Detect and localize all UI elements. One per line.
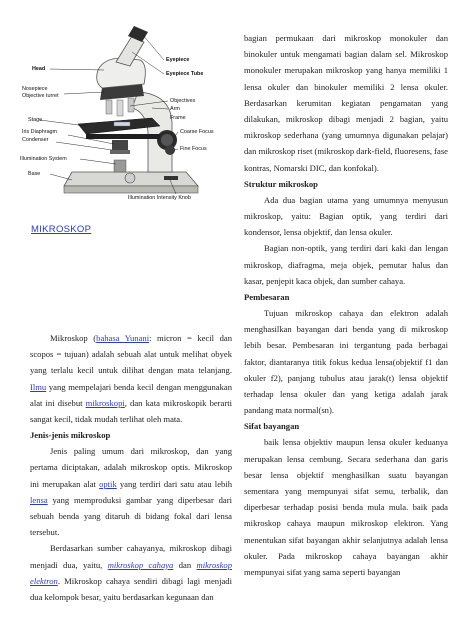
paragraph-optis — [30, 443, 232, 540]
label-head: Head — [32, 66, 46, 72]
label-objective-turret: Objective turret — [22, 93, 59, 99]
label-fine-focus: Fine Focus — [180, 146, 207, 152]
link-optik[interactable]: optik — [99, 478, 117, 489]
paragraph-sifat-bayangan: baik lensa objektiv maupun lensa okuler keduanya merupakan lensa cembung. Secara sederhana dan garis besar lensa objektif menghasilkan suatu bayangan sementara yang mempunyai sifat semu, terbalik, dan diperbesar terhadap posisi benda mula mula. baik pada mikroskop cahaya maupun mikroskop elektron. Yang menentukan sifat bayangan akhir selanjutnya adalah lensa okuler. Pada mikroskop cahaya bayangan akhir mempunyai sifat yang sama seperti bayangan — [244, 437, 448, 578]
label-objectives: Objectives — [170, 98, 196, 104]
link-bahasa-yunani[interactable]: bahasa Yunani — [96, 333, 150, 343]
text-span: Mikroskop ( — [50, 333, 97, 343]
text-span: yang memproduksi gambar yang diperbesar dari sebuah benda yang ditaruh di bidang fokal dari lensa tersebut. — [30, 494, 232, 538]
text-span: Jenis paling umum dari mikroskop, dan yang pertama diciptakan, adalah mikroskop optis. Mikroskop ini merupakan alat — [30, 446, 232, 489]
label-coarse-focus: Coarse Focus — [180, 129, 214, 135]
label-condenser: Condenser — [22, 137, 49, 143]
title-link-mikroskop[interactable]: MIKROSKOP — [31, 224, 92, 235]
text-span: yang terdiri dari satu atau lebih — [116, 478, 232, 489]
right-column — [244, 30, 448, 580]
text-span: : micron = kecil dan scopos = tujuan) adalah sebuah alat untuk melihat obyek yang terlalu kecil untuk dilihat dengan mata telanjang. — [30, 333, 233, 376]
paragraph-monokuler: bagian permukaan dari mikroskop monokuler dan binokuler untuk mengamati bagian dalam sel. Mikroskop monokuler merupakan mikroskop yang hanya memiliki 1 lensa okuler dan binokuler memiliki 2 lensa okuler. Berdasarkan kerumitan kegiatan pengamatan yang dilakukan, mikroskop dibagi menjadi 2 bagian, yaitu mikroskop sederhana (yang umumnya digunakan pelajar) dan mikroskop riset (mikroskop dark-field, fluoresens, fase kontras, Nomarski DIC, dan konfokal). — [244, 33, 448, 173]
text-span: , dan kata mikroskopik berarti sangat kecil, tidak mudah terlihat oleh mata. — [30, 397, 232, 425]
paragraph-non-optik: Bagian non-optik, yang terdiri dari kaki dan lengan mikroskop, diafragma, meja objek, pemutar halus dan kasar, penjepit kaca objek, dan sumber cahaya. — [244, 243, 448, 286]
label-base: Base — [28, 171, 41, 177]
text-span: Berdasarkan sumber cahayanya, mikroskop dibagi menjadi dua, yaitu, — [30, 543, 232, 570]
label-iris-diaphragm: Iris Diaphragm — [22, 129, 58, 135]
link-mikroskopi[interactable]: mikroskopi — [85, 397, 125, 408]
label-intensity-knob: Illumination Intensity Knob — [128, 195, 191, 201]
link-lensa[interactable]: lensa — [30, 494, 48, 505]
link-mikroskop-cahaya[interactable]: mikroskop cahaya — [107, 559, 174, 570]
intro-paragraph — [30, 330, 232, 427]
paragraph-bagian-optik: Ada dua bagian utama yang umumnya menyusun mikroskop, yaitu: Bagian optik, yang terdiri dari kondensor, lensa objektif, dan lensa okuler. — [244, 194, 448, 238]
paragraph-sumber-cahaya — [30, 540, 232, 605]
label-illumination-system: Illumination System — [20, 156, 67, 162]
label-arm: Arm — [170, 106, 180, 112]
label-leader-lines — [20, 22, 230, 204]
label-eyepiece: Eyepiece — [166, 57, 190, 63]
heading-sifat-bayangan: Sifat bayangan — [244, 421, 300, 432]
heading-pembesaran: Pembesaran — [244, 292, 290, 303]
paragraph-pembesaran: Tujuan mikroskop cahaya dan elektron adalah menghasilkan bayangan dari benda yang di mikroskop lebih besar. Pembesaran ini tergantung pada berbagai faktor, diantaranya titik fokus kedua lensa(objektif f1 dan okuler f2), panjang tubulus atau jarak(t) lensa objektif terhadap lensa okuler dan yang ketiga adalah jarak pandang mata normal(sn). — [244, 308, 448, 416]
label-stage: Stage — [28, 117, 43, 123]
link-ilmu[interactable]: Ilmu — [30, 381, 47, 392]
label-frame: Frame — [170, 115, 186, 121]
heading-jenis-mikroskop: Jenis-jenis mikroskop — [30, 430, 111, 441]
label-nosepiece: Nosepiece — [22, 86, 48, 92]
link-mikroskop-elektron[interactable]: mikroskop elektron — [30, 559, 232, 586]
text-span: yang mempelajari benda kecil dengan menggunakan alat ini disebut — [30, 381, 232, 408]
text-span: . Mikroskop cahaya sendiri dibagi lagi menjadi dua kelompok besar, yaitu berdasarkan kegunaan dan — [30, 575, 232, 603]
heading-struktur: Struktur mikroskop — [244, 178, 318, 189]
microscope-figure — [20, 22, 230, 204]
text-span: dan — [173, 559, 197, 570]
label-eyepiece-tube: Eyepiece Tube — [166, 71, 204, 77]
left-column — [30, 330, 232, 605]
